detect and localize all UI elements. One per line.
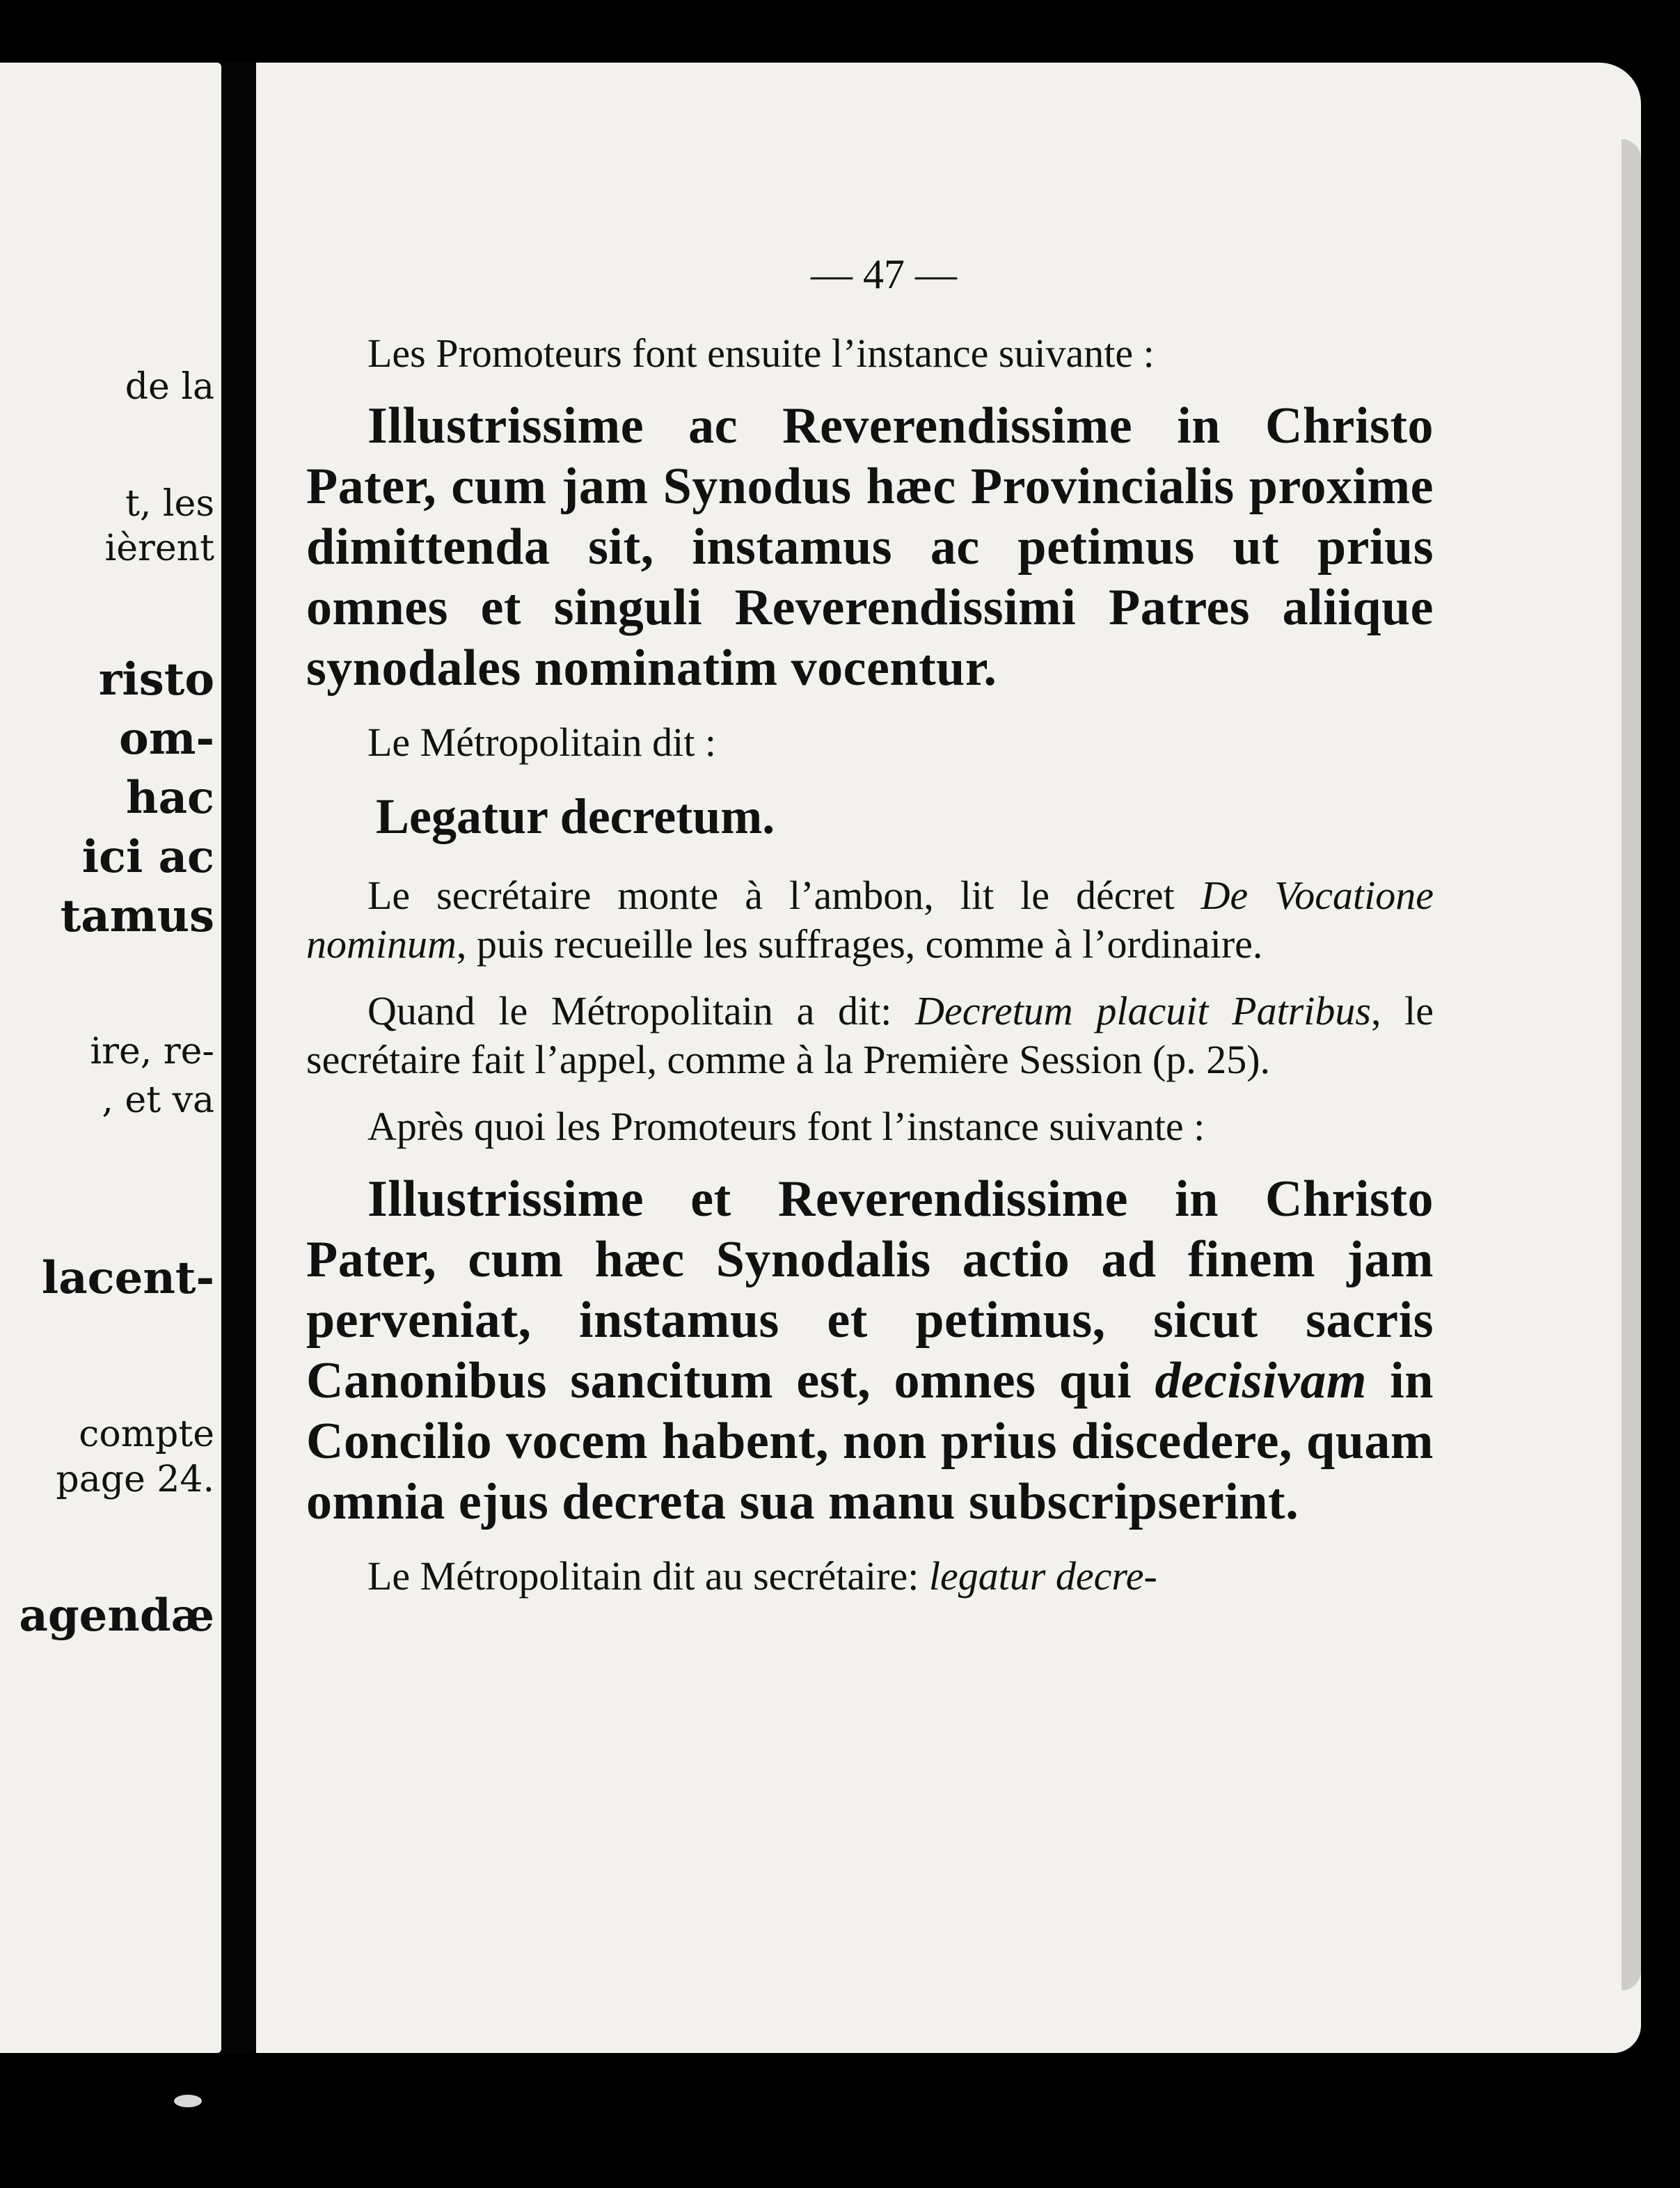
instruction-paragraph: Les Promoteurs font ensuite l’instance suivante : <box>367 331 1155 376</box>
left-page-line: tamus <box>60 890 214 942</box>
page-text <box>306 251 1434 1619</box>
text-run: , puis recueille les suffrages, comme à l’ordinaire. <box>456 921 1263 967</box>
left-page-line: , et va <box>102 1079 214 1121</box>
left-page-line: compte <box>79 1413 214 1455</box>
italic-title: De Vocatione nominum <box>306 873 1434 967</box>
left-page-line: ire, re- <box>90 1031 214 1072</box>
left-page-line: t, les <box>125 483 214 525</box>
text-run: Illustrissime et Reverendissime in Christo Pater, cum hæc Synodalis actio ad finem jam perveniat, instamus et petimus, sicut sacris Canonibus sancitum est, omnes qui <box>306 1171 1434 1409</box>
latin-petition: Illustrissime ac Reverendissime in Christo Pater, cum jam Synodus hæc Provincialis proxime dimittenda sit, instamus ac petimus ut prius omnes et singuli Reverendissimi Patres aliique synodales nominatim vocentur. <box>306 397 1434 697</box>
latin-response: Legatur decretum. <box>376 788 775 844</box>
text-run: Le secrétaire monte à l’ambon, lit le décret <box>367 873 1201 918</box>
previous-page <box>0 63 221 2053</box>
left-page-line: risto <box>98 653 214 706</box>
text-run: , le secrétaire fait l’appel, comme à la Première Session (p. 25). <box>306 988 1434 1082</box>
italic-phrase: Decretum placuit Patribus <box>915 988 1371 1033</box>
text-run: Quand le Métropolitain a dit: <box>367 988 916 1033</box>
page-number: — 47 — <box>811 251 957 297</box>
text-run: Le Métropolitain dit au secrétaire: <box>367 1553 929 1599</box>
latin-petition <box>306 1169 1434 1532</box>
instruction-paragraph <box>306 1552 1434 1601</box>
left-page-line: lacent- <box>41 1252 214 1304</box>
italic-word: decisivam <box>1155 1352 1367 1409</box>
left-page-line: ici ac <box>81 831 214 883</box>
scan-artifact <box>174 2095 202 2107</box>
book-gutter <box>221 63 256 2053</box>
left-page-line: hac <box>126 772 214 824</box>
instruction-paragraph <box>306 987 1434 1084</box>
left-page-line: agendæ <box>19 1590 214 1642</box>
left-page-line: de la <box>125 366 214 408</box>
left-page-line: page 24. <box>56 1459 214 1500</box>
text-run: in Concilio vocem habent, non prius discedere, quam omnia ejus decreta sua manu subscripserint. <box>306 1352 1434 1530</box>
left-page-line: ièrent <box>104 528 214 569</box>
instruction-paragraph: Après quoi les Promoteurs font l’instance suivante : <box>367 1104 1205 1149</box>
italic-phrase: legatur decre- <box>928 1553 1157 1599</box>
left-page-line: om- <box>119 713 214 765</box>
page-edge <box>1622 139 1641 1990</box>
instruction-paragraph: Le Métropolitain dit : <box>367 720 716 765</box>
instruction-paragraph <box>306 871 1434 969</box>
